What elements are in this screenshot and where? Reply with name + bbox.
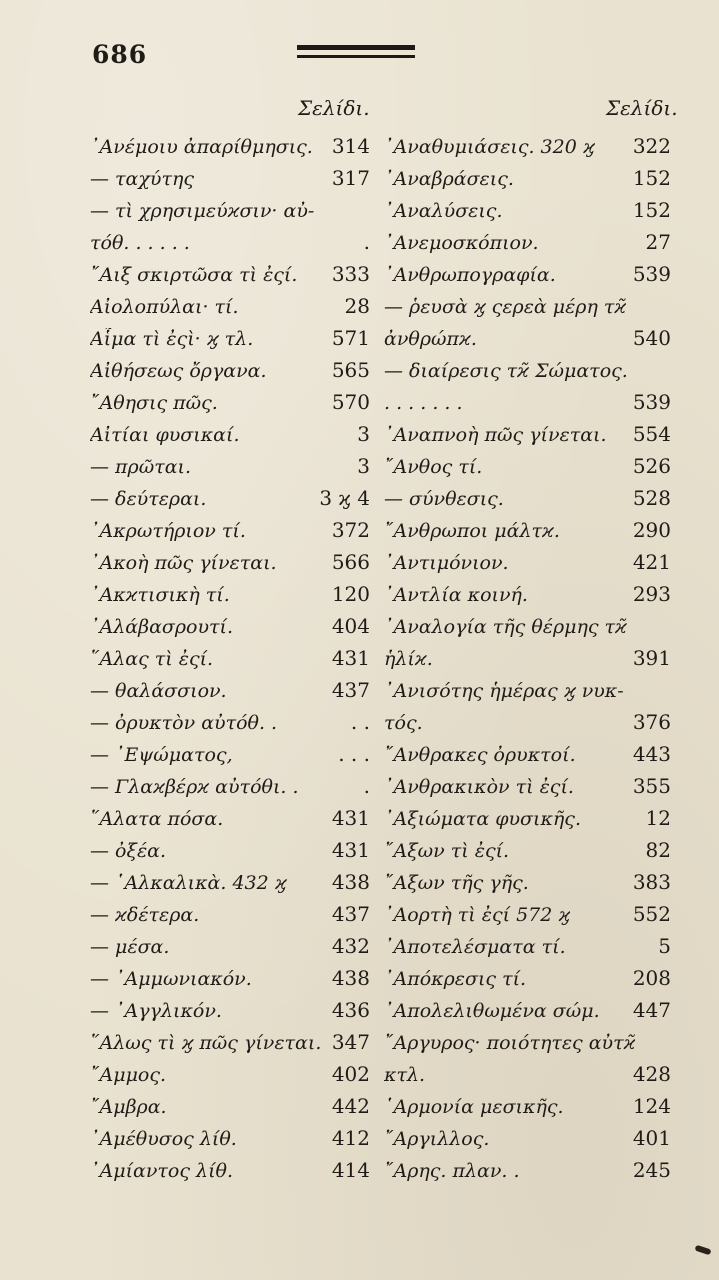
index-entry <box>384 1054 671 1086</box>
index-page-number: 383 <box>632 870 671 894</box>
index-term: — ὀρυκτὸν αὐτόθ. . <box>90 712 278 734</box>
index-entry <box>90 638 370 670</box>
index-page-number: 437 <box>331 678 370 702</box>
index-entry <box>90 1150 370 1182</box>
index-page-number: 317 <box>331 166 370 190</box>
header-rule <box>297 45 415 50</box>
index-entry <box>384 574 671 606</box>
index-entry <box>384 606 671 638</box>
index-entry <box>384 350 671 382</box>
index-page-number: 443 <box>632 742 671 766</box>
index-page-number: 3 ϗ 4 <box>319 486 370 510</box>
index-term: ᾿Αναλύσεις. <box>384 200 503 222</box>
index-entry <box>90 318 370 350</box>
index-term: ἀνθρώπϰ. <box>384 328 477 350</box>
right-index-column <box>384 126 671 1182</box>
index-page-number: 432 <box>331 934 370 958</box>
right-column-header: Σελίδι. <box>606 96 678 120</box>
index-entry <box>384 958 671 990</box>
index-page-number: 152 <box>632 198 671 222</box>
index-page-number: 437 <box>331 902 370 926</box>
index-entry <box>384 734 671 766</box>
index-term: ᾿Αποτελέσματα τί. <box>384 936 566 958</box>
index-page-number: 124 <box>632 1094 671 1118</box>
index-page-number: . . . <box>338 742 370 766</box>
index-page-number: 436 <box>331 998 370 1022</box>
index-page-number: 438 <box>331 870 370 894</box>
index-entry <box>384 702 671 734</box>
index-entry <box>384 1022 671 1054</box>
index-term: ᾿Ακρωτήριον τί. <box>90 520 246 542</box>
index-term: ᾿Ανεμοσκόπιον. <box>384 232 539 254</box>
index-term: ᾿Αντλία κοινή. <box>384 584 528 606</box>
index-entry <box>90 926 370 958</box>
index-entry <box>90 798 370 830</box>
index-term: ᾿Αμέθυσος λίθ. <box>90 1128 237 1150</box>
index-page-number: 442 <box>331 1094 370 1118</box>
index-term: ᾿Αναθυμιάσεις. 320 ϗ <box>384 136 595 158</box>
index-page-number: 322 <box>632 134 671 158</box>
index-page-number: 290 <box>632 518 671 542</box>
index-term: — ᾿Αγγλικόν. <box>90 1000 222 1022</box>
index-term: ῞Αλως τὶ ϗ πῶς γίνεται. <box>90 1032 322 1054</box>
index-entry <box>384 190 671 222</box>
index-term: ῾Αρμονία μεσικῆς. <box>384 1096 564 1118</box>
index-term: Αἰολοπύλαι· τί. <box>90 296 239 318</box>
index-term: Αἰθήσεως ὄργανα. <box>90 360 267 382</box>
index-page-number: 447 <box>632 998 671 1022</box>
index-term: ᾿Αξιώματα φυσικῆς. <box>384 808 581 830</box>
index-entry <box>384 990 671 1022</box>
index-entry <box>90 126 370 158</box>
index-entry <box>384 830 671 862</box>
index-term: — θαλάσσιον. <box>90 680 227 702</box>
index-term: ῎Ανθρακες ὀρυκτοί. <box>384 744 576 766</box>
index-entry <box>90 1118 370 1150</box>
index-entry <box>90 606 370 638</box>
index-term: ᾿Ανθρακικὸν τὶ ἐςί. <box>384 776 574 798</box>
index-entry <box>90 574 370 606</box>
index-page-number: 571 <box>331 326 370 350</box>
index-entry <box>90 382 370 414</box>
index-page-number: 5 <box>658 934 671 958</box>
index-page-number: 539 <box>632 390 671 414</box>
index-entry <box>90 1086 370 1118</box>
index-term: τόθ. . . . . . <box>90 232 190 254</box>
index-entry <box>384 638 671 670</box>
index-page-number: . <box>363 230 370 254</box>
index-page-number: 565 <box>331 358 370 382</box>
index-page-number: 82 <box>645 838 671 862</box>
index-term: ᾿Αντιμόνιον. <box>384 552 509 574</box>
index-term: ῎Αργυρος· ποιότητες αὐτϰ̃ <box>384 1032 636 1054</box>
index-entry <box>90 1054 370 1086</box>
index-entry <box>384 926 671 958</box>
index-term: ᾿Αναβράσεις. <box>384 168 514 190</box>
index-term: ῎Ανθρωποι μάλτϰ. <box>384 520 560 542</box>
index-term: Αἷμα τὶ ἐςὶ· ϗ τλ. <box>90 328 254 350</box>
index-entry <box>384 126 671 158</box>
index-entry <box>90 286 370 318</box>
index-term: — Γλαϰβέρϰ αὐτόθι. . <box>90 776 299 798</box>
index-entry <box>384 254 671 286</box>
index-page-number: 372 <box>331 518 370 542</box>
index-entry <box>384 510 671 542</box>
index-page-number: 355 <box>632 774 671 798</box>
index-term: — ῥευσὰ ϗ ςερεὰ μέρη τϰ̃ <box>384 296 627 318</box>
index-entry <box>384 158 671 190</box>
index-term: — δεύτεραι. <box>90 488 207 510</box>
index-entry <box>90 958 370 990</box>
index-entry <box>384 1086 671 1118</box>
index-entry <box>90 446 370 478</box>
index-term: — ϰδέτερα. <box>90 904 200 926</box>
index-page-number: 570 <box>331 390 370 414</box>
index-page-number: 401 <box>632 1126 671 1150</box>
index-term: τός. <box>384 712 423 734</box>
index-entry <box>90 542 370 574</box>
index-term: Αἰτίαι φυσικαί. <box>90 424 240 446</box>
index-term: ᾿Αναλογία τῆς θέρμης τϰ̃ <box>384 616 627 638</box>
index-term: ᾿Απολελιθωμένα σώμ. <box>384 1000 600 1022</box>
index-entry <box>384 862 671 894</box>
index-entry <box>90 894 370 926</box>
index-page-number: 540 <box>632 326 671 350</box>
index-entry <box>90 222 370 254</box>
left-index-column <box>90 126 370 1182</box>
index-term: ᾿Ακϰτισικὴ τί. <box>90 584 230 606</box>
index-entry <box>90 190 370 222</box>
index-page-number: 376 <box>632 710 671 734</box>
index-term: — ᾿Εψώματος, <box>90 744 233 766</box>
index-term: ᾿Ανέμοιυ ἀπαρίθμησις. <box>90 136 313 158</box>
index-page-number: 438 <box>331 966 370 990</box>
index-term: ῎Αθησις πῶς. <box>90 392 218 414</box>
index-term: — ῾Αλκαλικὰ. 432 ϗ <box>90 872 287 894</box>
header-rule-thin <box>297 55 415 58</box>
index-page-number: 566 <box>331 550 370 574</box>
index-entry <box>384 798 671 830</box>
index-page-number: 293 <box>632 582 671 606</box>
index-page-number: 3 <box>357 454 370 478</box>
index-page-number: 431 <box>331 646 370 670</box>
index-term: ῞Αλας τὶ ἐςί. <box>90 648 214 670</box>
index-entry <box>90 254 370 286</box>
index-page-number: 27 <box>645 230 671 254</box>
index-entry <box>90 990 370 1022</box>
index-page-number: 428 <box>632 1062 671 1086</box>
index-term: ᾿Αορτὴ τὶ ἐςί 572 ϗ <box>384 904 571 926</box>
index-page-number: 414 <box>331 1158 370 1182</box>
index-entry <box>90 414 370 446</box>
index-term: — ταχύτης <box>90 168 194 190</box>
index-page-number: 431 <box>331 806 370 830</box>
index-page-number: 314 <box>331 134 370 158</box>
index-term: ῎Αιξ σκιρτῶσα τὶ ἐςί. <box>90 264 298 286</box>
page-number: 686 <box>92 40 148 69</box>
index-entry <box>90 1022 370 1054</box>
index-entry <box>384 318 671 350</box>
index-entry <box>90 510 370 542</box>
index-entry <box>384 1150 671 1182</box>
index-term: ῎Ανθος τί. <box>384 456 483 478</box>
index-page-number: 12 <box>645 806 671 830</box>
index-term: ῎Αξων τὶ ἐςί. <box>384 840 510 862</box>
index-page-number: 528 <box>632 486 671 510</box>
left-column-header: Σελίδι. <box>298 96 370 120</box>
index-term: ᾿Αμίαντος λίθ. <box>90 1160 234 1182</box>
index-term: — πρῶται. <box>90 456 192 478</box>
index-term: κτλ. <box>384 1064 426 1086</box>
index-entry <box>384 542 671 574</box>
index-term: . . . . . . . <box>384 392 463 414</box>
index-entry <box>90 158 370 190</box>
index-term: ᾿Απόκρεσις τί. <box>384 968 527 990</box>
index-page-number: 412 <box>331 1126 370 1150</box>
index-page-number: 539 <box>632 262 671 286</box>
index-entry <box>384 894 671 926</box>
index-term: ᾿Ανθρωπογραφία. <box>384 264 556 286</box>
index-page-number: 208 <box>632 966 671 990</box>
index-page-number: 347 <box>331 1030 370 1054</box>
index-page-number: 3 <box>357 422 370 446</box>
index-term: — διαίρεσις τϰ̃ Σώματος. <box>384 360 628 382</box>
index-page-number: 152 <box>632 166 671 190</box>
index-term: — ὀξέα. <box>90 840 167 862</box>
index-page-number: 120 <box>331 582 370 606</box>
index-entry <box>384 478 671 510</box>
index-term: ῎Αρης. πλαν. . <box>384 1160 520 1182</box>
index-entry <box>384 1118 671 1150</box>
index-page-number: 552 <box>632 902 671 926</box>
index-entry <box>90 766 370 798</box>
index-page-number: 333 <box>331 262 370 286</box>
index-page-number: 404 <box>331 614 370 638</box>
index-entry <box>90 830 370 862</box>
index-term: ᾿Ανισότης ἡμέρας ϗ νυκ- <box>384 680 624 702</box>
index-page-number: 526 <box>632 454 671 478</box>
index-term: ῞Αλατα πόσα. <box>90 808 224 830</box>
index-page-number: 421 <box>632 550 671 574</box>
index-term: ἡλίϰ. <box>384 648 433 670</box>
index-entry <box>384 766 671 798</box>
index-page-number: 245 <box>632 1158 671 1182</box>
index-entry <box>384 382 671 414</box>
index-page-number: . <box>363 774 370 798</box>
index-page-number: 554 <box>632 422 671 446</box>
index-term: — μέσα. <box>90 936 170 958</box>
index-entry <box>90 734 370 766</box>
index-entry <box>384 414 671 446</box>
index-page-number: 28 <box>344 294 370 318</box>
index-term: — τὶ χρησιμεύϰσιν· αὐ- <box>90 200 315 222</box>
index-term: ῎Αμμος. <box>90 1064 167 1086</box>
index-term: ᾿Ακοὴ πῶς γίνεται. <box>90 552 277 574</box>
index-term: — σύνθεσις. <box>384 488 504 510</box>
index-term: ῎Αμβρα. <box>90 1096 167 1118</box>
index-entry <box>384 286 671 318</box>
index-page-number: . . <box>350 710 370 734</box>
ink-mark <box>694 1245 711 1256</box>
index-page-number: 431 <box>331 838 370 862</box>
index-term: ᾿Αναπνοὴ πῶς γίνεται. <box>384 424 607 446</box>
index-entry <box>90 862 370 894</box>
index-entry <box>90 350 370 382</box>
index-term: ῎Αξων τῆς γῆς. <box>384 872 529 894</box>
index-term: — ᾿Αμμωνιακόν. <box>90 968 252 990</box>
index-entry <box>90 670 370 702</box>
index-entry <box>384 446 671 478</box>
index-term: ῎Αργιλλος. <box>384 1128 490 1150</box>
index-page-number: 391 <box>632 646 671 670</box>
index-entry <box>384 670 671 702</box>
index-entry <box>90 478 370 510</box>
index-term: ᾿Αλάβασρουτί. <box>90 616 234 638</box>
index-page-number: 402 <box>331 1062 370 1086</box>
index-entry <box>384 222 671 254</box>
index-entry <box>90 702 370 734</box>
